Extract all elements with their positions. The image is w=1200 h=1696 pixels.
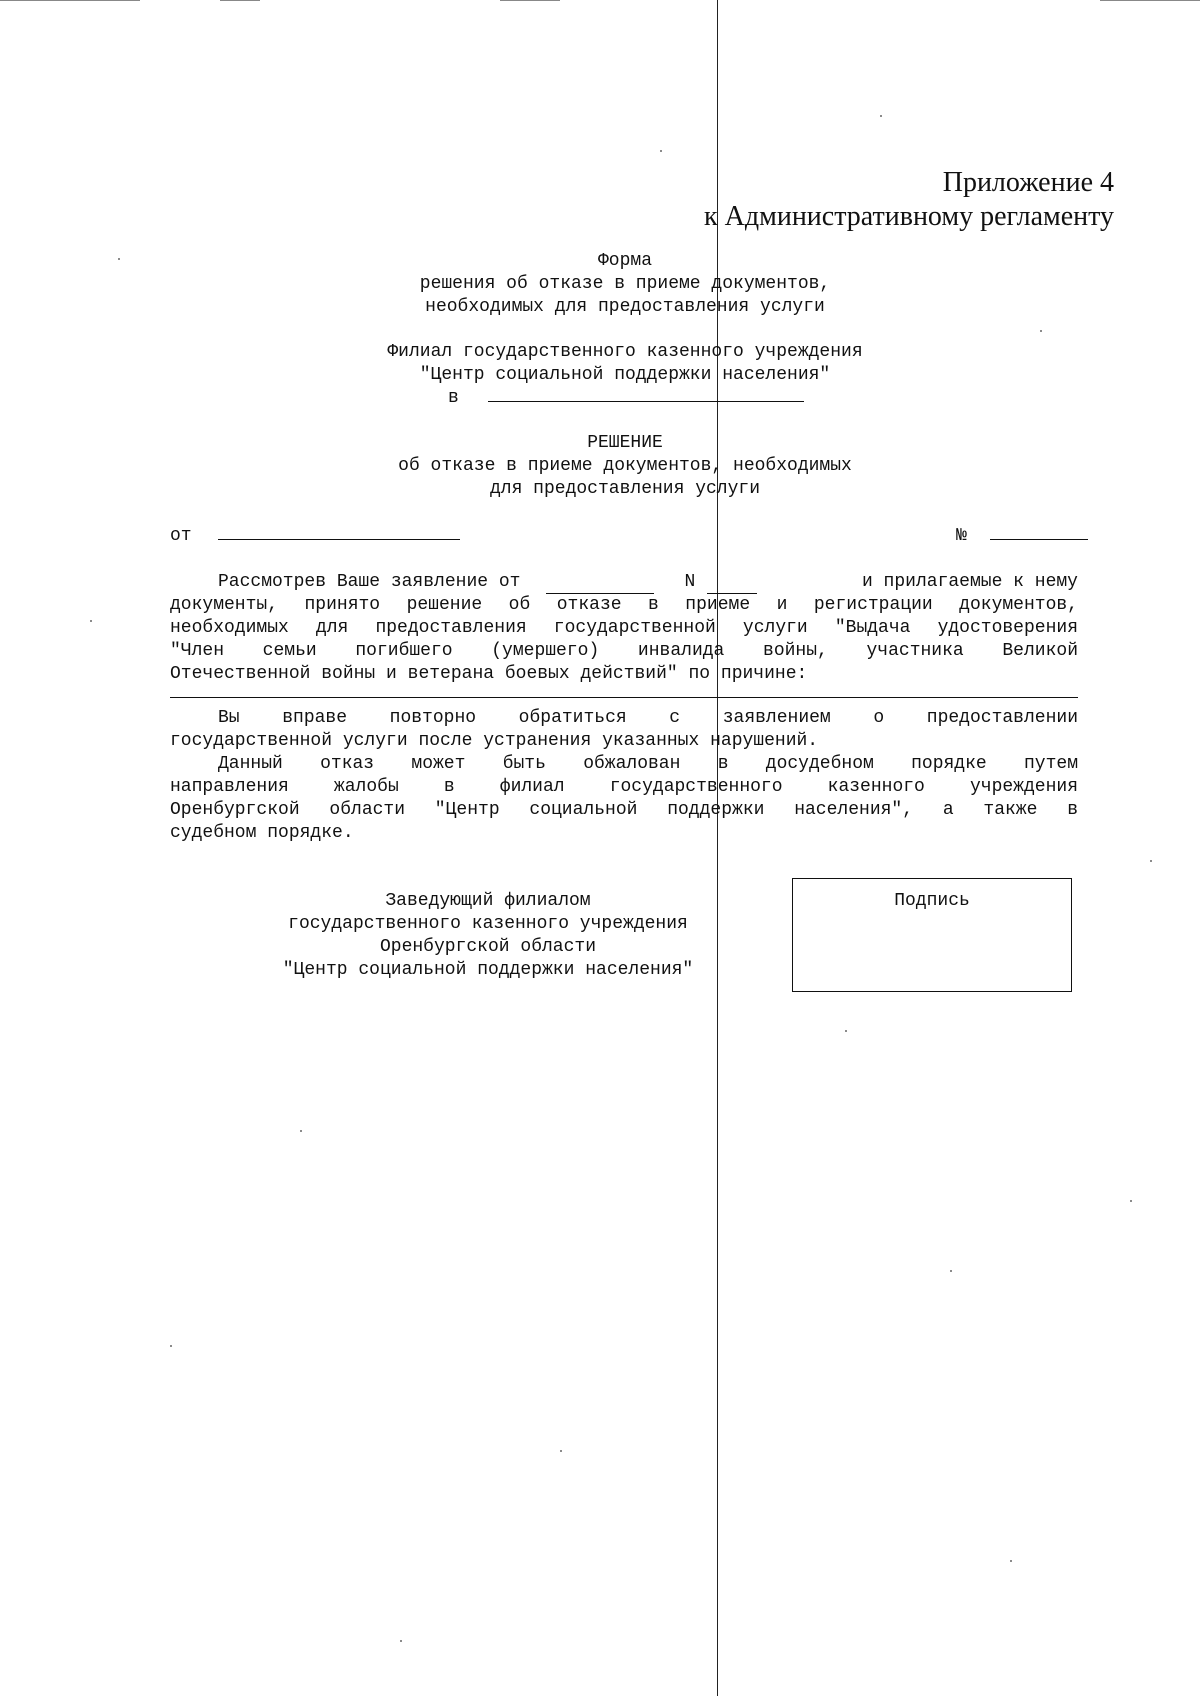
application-date-blank	[546, 571, 654, 594]
signatory-line: Оренбургской области	[379, 937, 597, 957]
branch-in-label: в	[448, 388, 459, 408]
number-blank	[990, 539, 1088, 540]
review-text: Рассмотрев Ваше заявление от	[218, 572, 521, 592]
paragraph-reapply	[170, 707, 1078, 753]
number-row	[956, 525, 1088, 548]
review-text-rest: и прилагаемые к нему	[861, 572, 1078, 592]
branch-block	[300, 341, 950, 387]
number-label: №	[956, 526, 967, 546]
scan-top-mark	[0, 0, 140, 1]
decision-subtitle-line: для предоставления услуги	[489, 479, 761, 499]
scan-top-mark	[1100, 0, 1200, 1]
date-row	[170, 525, 460, 548]
application-number-blank	[707, 571, 757, 594]
scan-speck	[90, 620, 92, 622]
paragraph-line: Отечественной войны и ветерана боевых действий" по причине:	[170, 664, 808, 684]
form-caption-line: Форма	[597, 251, 652, 271]
annex-header	[704, 166, 1114, 234]
scan-speck	[1040, 330, 1042, 332]
scan-speck	[170, 1345, 172, 1347]
form-caption	[300, 250, 950, 319]
scan-speck	[1130, 1200, 1132, 1202]
branch-in-row	[448, 387, 804, 410]
paragraph-review	[170, 571, 1078, 698]
decision-heading	[300, 432, 950, 501]
paragraph-line: направления жалобы в филиал государственного казенного учреждения	[170, 777, 1078, 797]
paragraph-line: "Член семьи погибшего (умершего) инвалида войны, участника Великой	[170, 641, 1078, 661]
paragraph-line: необходимых для предоставления государственной услуги "Выдача удостоверения	[170, 618, 1078, 638]
scan-speck	[845, 1030, 847, 1032]
paragraph-line: государственной услуги после устранения указанных нарушений.	[170, 731, 819, 751]
date-label: от	[170, 526, 192, 546]
paragraph-line: документы, принято решение об отказе в приеме и регистрации документов,	[170, 595, 1078, 615]
signatory-line: государственного казенного учреждения	[288, 914, 688, 934]
signature-box	[792, 878, 1072, 992]
branch-line: "Центр социальной поддержки населения"	[419, 365, 831, 385]
scan-top-mark	[220, 0, 260, 1]
paragraph-appeal	[170, 753, 1078, 845]
scan-speck	[300, 1130, 302, 1132]
scan-top-mark	[500, 0, 560, 1]
scan-speck	[560, 1450, 562, 1452]
annex-title: Приложение 4	[942, 167, 1114, 198]
paragraph-line: Данный отказ может быть обжалован в досудебном порядке путем	[218, 754, 1078, 774]
paragraph-line: судебном порядке.	[170, 823, 354, 843]
paragraph-line	[170, 571, 1078, 594]
scan-speck	[950, 1270, 952, 1272]
date-blank	[218, 539, 460, 540]
branch-line: Филиал государственного казенного учреждения	[387, 342, 863, 362]
paragraph-line: Оренбургской области "Центр социальной поддержки населения", а также в	[170, 800, 1078, 820]
scan-speck	[1010, 1560, 1012, 1562]
scan-speck	[1150, 860, 1152, 862]
paragraph-line: Вы вправе повторно обратиться с заявлением о предоставлении	[218, 708, 1078, 728]
application-n-label: N	[684, 572, 696, 592]
reason-blank-line	[170, 686, 1078, 698]
signatory-line: "Центр социальной поддержки населения"	[282, 960, 694, 980]
scan-speck	[660, 150, 662, 152]
form-caption-line: необходимых для предоставления услуги	[425, 297, 825, 317]
signature-label: Подпись	[894, 891, 970, 911]
decision-subtitle-line: об отказе в приеме документов, необходимых	[398, 456, 852, 476]
signatory-line: Заведующий филиалом	[385, 891, 591, 911]
signatory-block	[238, 890, 738, 982]
branch-location-blank	[488, 401, 804, 402]
annex-subtitle: к Административному регламенту	[704, 201, 1114, 232]
decision-title: РЕШЕНИЕ	[587, 433, 663, 453]
scan-speck	[400, 1640, 402, 1642]
scan-speck	[880, 115, 882, 117]
form-caption-line: решения об отказе в приеме документов,	[419, 274, 831, 294]
scan-speck	[118, 258, 120, 260]
